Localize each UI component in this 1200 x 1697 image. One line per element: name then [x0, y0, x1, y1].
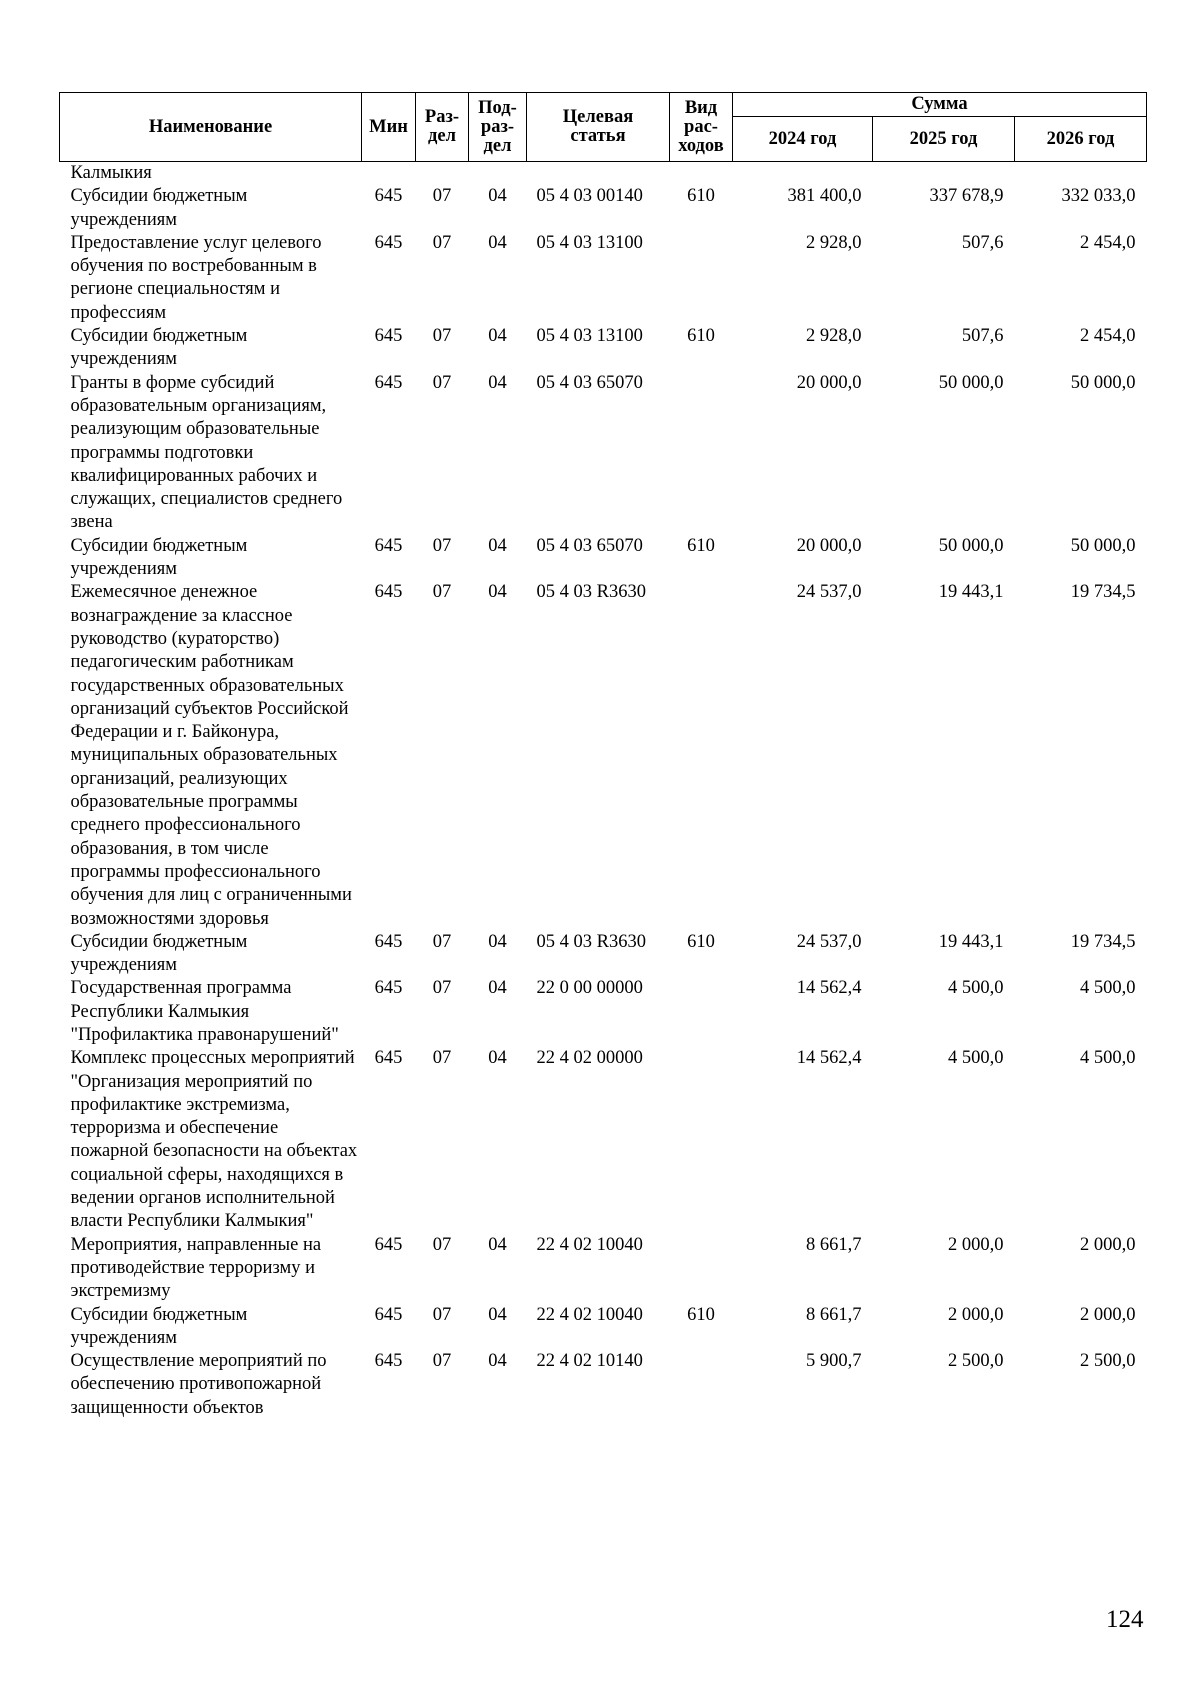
name-cell: Комплекс процессных мероприятий "Организация мероприятий по профилактике экстремизма, терроризма и обеспечение пожарной безопасности на объектах социальной сферы, находящихся в ведении органов исполнительной власти Республики Калмыкия" [70, 1048, 358, 1232]
amount-2026-cell: 2 454,0 [1080, 232, 1136, 253]
amount-2026-cell: 2 454,0 [1080, 326, 1136, 347]
min-cell: 645 [374, 372, 403, 393]
target-cell: 05 4 03 65070 [536, 535, 643, 556]
vid-cell [670, 1047, 733, 1233]
target-cell: 05 4 03 13100 [536, 326, 643, 347]
razdel-cell [416, 162, 469, 186]
table-row [60, 1047, 1147, 1233]
table-row [60, 931, 1147, 978]
amount-2025-cell: 4 500,0 [948, 978, 1004, 999]
amount-2024-cell: 14 562,4 [796, 978, 862, 999]
target-cell: 05 4 03 65070 [536, 372, 643, 393]
name-cell: Гранты в форме субсидий образовательным организациям, реализующим образовательные программы подготовки квалифицированных рабочих и служащих, специалистов среднего звена [70, 372, 343, 533]
min-cell: 645 [374, 1234, 403, 1255]
amount-2024-cell: 381 400,0 [787, 186, 862, 207]
name-cell: Предоставление услуг целевого обучения по востребованным в регионе специальностям и профессиям [70, 232, 322, 323]
amount-2026-cell: 4 500,0 [1080, 978, 1136, 999]
header-target: Целевая статья [527, 93, 670, 162]
razdel-cell: 07 [432, 1048, 452, 1069]
table-row [60, 185, 1147, 232]
amount-2025-cell: 50 000,0 [938, 372, 1004, 393]
target-cell: 05 4 03 R3630 [536, 931, 646, 952]
header-year-2026: 2026 год [1015, 117, 1147, 162]
razdel-cell: 07 [432, 978, 452, 999]
target-cell: 22 4 02 00000 [536, 1048, 643, 1069]
min-cell: 645 [374, 186, 403, 207]
table-row [60, 162, 1147, 186]
min-cell: 645 [374, 326, 403, 347]
podrazdel-cell: 04 [488, 1351, 507, 1372]
vid-cell: 610 [687, 186, 715, 207]
podrazdel-cell: 04 [488, 1234, 507, 1255]
amount-2024-cell: 5 900,7 [806, 1351, 862, 1372]
podrazdel-cell: 04 [488, 1304, 507, 1325]
amount-2026-cell: 2 000,0 [1080, 1304, 1136, 1325]
name-cell: Калмыкия [70, 163, 152, 183]
table-row [60, 325, 1147, 372]
name-cell: Государственная программа Республики Калмыкия "Профилактика правонарушений" [70, 978, 339, 1045]
amount-2025-cell: 507,6 [961, 232, 1004, 253]
target-cell [527, 162, 670, 186]
name-cell: Осуществление мероприятий по обеспечению противопожарной защищенности объектов [70, 1351, 327, 1418]
podrazdel-cell: 04 [488, 931, 507, 952]
podrazdel-cell: 04 [488, 232, 507, 253]
target-cell: 22 4 02 10040 [536, 1234, 643, 1255]
target-cell: 22 4 02 10040 [536, 1304, 643, 1325]
razdel-cell: 07 [432, 186, 452, 207]
razdel-cell: 07 [432, 326, 452, 347]
amount-2025-cell: 2 500,0 [948, 1351, 1004, 1372]
name-cell: Субсидии бюджетным учреждениям [70, 1304, 248, 1348]
amount-2026-cell: 50 000,0 [1070, 372, 1136, 393]
razdel-cell: 07 [432, 931, 452, 952]
amount-2024-cell: 2 928,0 [806, 326, 862, 347]
table-row [60, 372, 1147, 535]
amount-2025-cell: 2 000,0 [948, 1304, 1004, 1325]
table-row [60, 232, 1147, 325]
header-min: Мин [362, 93, 416, 162]
amount-2025-cell: 19 443,1 [938, 931, 1004, 952]
vid-cell [670, 372, 733, 535]
table-body [60, 162, 1147, 1421]
vid-cell: 610 [687, 326, 715, 347]
min-cell: 645 [374, 232, 403, 253]
min-cell: 645 [374, 1304, 403, 1325]
vid-cell [670, 581, 733, 930]
min-cell: 645 [374, 535, 403, 556]
amount-2024-cell: 8 661,7 [806, 1234, 862, 1255]
header-year-2024: 2024 год [733, 117, 873, 162]
header-vid: Вид рас- ходов [670, 93, 733, 162]
target-cell: 05 4 03 00140 [536, 186, 643, 207]
name-cell: Субсидии бюджетным учреждениям [70, 535, 248, 580]
razdel-cell: 07 [432, 1304, 452, 1325]
amount-2025-cell: 507,6 [961, 326, 1004, 347]
amount-2024-cell: 20 000,0 [796, 535, 862, 556]
table-header [60, 93, 1147, 162]
razdel-cell: 07 [432, 1234, 452, 1255]
table-row [60, 1304, 1147, 1351]
min-cell [362, 162, 416, 186]
amount-2025-cell: 2 000,0 [948, 1234, 1004, 1255]
target-cell: 22 0 00 00000 [536, 978, 643, 999]
amount-2024-cell: 20 000,0 [796, 372, 862, 393]
header-razdel: Раз- дел [416, 93, 469, 162]
min-cell: 645 [374, 1048, 403, 1069]
name-cell: Мероприятия, направленные на противодействие терроризму и экстремизму [70, 1234, 322, 1302]
amount-2026-cell: 50 000,0 [1070, 535, 1136, 556]
amount-2024-cell: 2 928,0 [806, 232, 862, 253]
podrazdel-cell [469, 162, 527, 186]
amount-2024-cell: 14 562,4 [796, 1048, 862, 1069]
amount-2026-cell [1015, 162, 1147, 186]
amount-2025-cell [873, 162, 1015, 186]
amount-2026-cell: 2 500,0 [1080, 1351, 1136, 1372]
amount-2026-cell: 4 500,0 [1080, 1048, 1136, 1069]
razdel-cell: 07 [432, 582, 452, 603]
page-number: 124 [1106, 1606, 1144, 1633]
podrazdel-cell: 04 [488, 372, 507, 393]
vid-cell: 610 [687, 535, 715, 556]
vid-cell: 610 [687, 931, 715, 952]
amount-2024-cell: 24 537,0 [796, 931, 862, 952]
target-cell: 22 4 02 10140 [536, 1351, 643, 1372]
vid-cell [670, 162, 733, 186]
table-row [60, 535, 1147, 582]
header-year-2025: 2025 год [873, 117, 1015, 162]
amount-2025-cell: 19 443,1 [938, 582, 1004, 603]
vid-cell [670, 232, 733, 325]
target-cell: 05 4 03 R3630 [536, 582, 646, 603]
table-row [60, 977, 1147, 1047]
razdel-cell: 07 [432, 1351, 452, 1372]
min-cell: 645 [374, 582, 403, 603]
amount-2025-cell: 337 678,9 [929, 186, 1004, 207]
podrazdel-cell: 04 [488, 582, 507, 603]
table-row [60, 581, 1147, 930]
podrazdel-cell: 04 [488, 535, 507, 556]
razdel-cell: 07 [432, 372, 452, 393]
amount-2026-cell: 19 734,5 [1070, 582, 1136, 603]
podrazdel-cell: 04 [488, 326, 507, 347]
vid-cell [670, 1234, 733, 1304]
vid-cell [670, 977, 733, 1047]
header-summa: Сумма [733, 93, 1147, 117]
vid-cell: 610 [687, 1304, 715, 1325]
table-row [60, 1350, 1147, 1420]
name-cell: Субсидии бюджетным учреждениям [70, 326, 248, 370]
razdel-cell: 07 [432, 535, 452, 556]
amount-2026-cell: 2 000,0 [1080, 1234, 1136, 1255]
vid-cell [670, 1350, 733, 1420]
name-cell: Ежемесячное денежное вознаграждение за классное руководство (кураторство) педагогическим работникам государственных образовательных организаций субъектов Российской Федерации и г. Байконура, муниципальных образовательных организаций, реализующих образовательные программы среднего профессионального образования, в том числе программы профессионального обучения для лиц с ограниченными возможностями здоровья [70, 582, 352, 929]
target-cell: 05 4 03 13100 [536, 232, 643, 253]
razdel-cell: 07 [432, 232, 452, 253]
amount-2025-cell: 50 000,0 [938, 535, 1004, 556]
amount-2026-cell: 332 033,0 [1061, 186, 1136, 207]
min-cell: 645 [374, 1351, 403, 1372]
header-podrazdel: Под- раз- дел [469, 93, 527, 162]
name-cell: Субсидии бюджетным учреждениям [70, 931, 248, 976]
name-cell: Субсидии бюджетным учреждениям [70, 186, 248, 230]
podrazdel-cell: 04 [488, 1048, 507, 1069]
min-cell: 645 [374, 978, 403, 999]
amount-2024-cell: 24 537,0 [796, 582, 862, 603]
budget-table [59, 92, 1147, 1420]
podrazdel-cell: 04 [488, 186, 507, 207]
amount-2024-cell: 8 661,7 [806, 1304, 862, 1325]
min-cell: 645 [374, 931, 403, 952]
podrazdel-cell: 04 [488, 978, 507, 999]
amount-2025-cell: 4 500,0 [948, 1048, 1004, 1069]
table-row [60, 1234, 1147, 1304]
amount-2026-cell: 19 734,5 [1070, 931, 1136, 952]
header-name: Наименование [60, 93, 362, 162]
amount-2024-cell [733, 162, 873, 186]
